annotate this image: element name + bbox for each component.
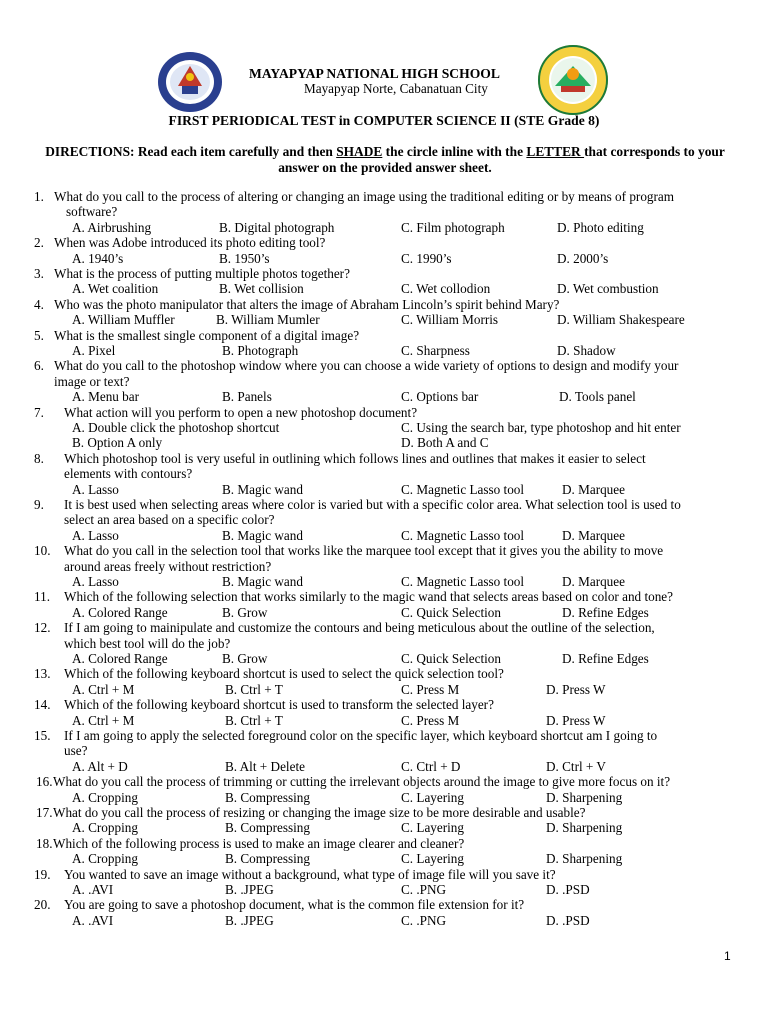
- question-text: select an area based on a specific color?: [64, 512, 275, 528]
- answer-choice: C. Layering: [401, 789, 464, 805]
- answer-choices: [0, 713, 768, 728]
- answer-choice: A. Double click the photoshop shortcut: [72, 420, 280, 435]
- answer-choices: [0, 482, 768, 497]
- question-item: [0, 497, 768, 543]
- question-item: [0, 405, 768, 451]
- directions-text-2: the circle inline with the: [382, 144, 527, 159]
- question-line: [0, 620, 768, 635]
- answer-choice: B. Option A only: [72, 435, 163, 451]
- answer-choices: [0, 759, 768, 774]
- answer-choice: A. Ctrl + M: [72, 712, 135, 728]
- question-number: 19.: [34, 866, 51, 882]
- question-number: 2.: [34, 235, 44, 251]
- question-list: [0, 189, 768, 928]
- question-number: 7.: [34, 404, 44, 420]
- answer-choice: B. Grow: [222, 604, 268, 620]
- question-line-continued: [0, 374, 768, 389]
- answer-choice: D. Tools panel: [559, 389, 636, 405]
- answer-choice: C. Magnetic Lasso tool: [401, 527, 525, 543]
- answer-choices: [0, 682, 768, 697]
- answer-choice: C. Quick Selection: [401, 651, 501, 666]
- answer-choice: D. .PSD: [546, 912, 590, 928]
- answer-choice: D. Sharpening: [546, 789, 623, 805]
- question-number: 4.: [34, 296, 44, 312]
- question-text: It is best used when selecting areas where color is varied but with a specific color area. What selection tool is used to: [64, 496, 681, 512]
- answer-choice: A. Ctrl + M: [72, 681, 135, 697]
- question-number: 18.: [36, 835, 53, 851]
- question-item: [0, 867, 768, 898]
- school-address: Mayapyap Norte, Cabanatuan City: [304, 81, 488, 96]
- question-number: 9.: [34, 496, 44, 512]
- question-number: 10.: [34, 543, 51, 559]
- answer-choice: C. 1990’s: [401, 250, 452, 266]
- answer-choices: [0, 882, 768, 897]
- question-number: 16.: [36, 774, 53, 790]
- answer-choice: C. Magnetic Lasso tool: [401, 574, 525, 589]
- question-number: 5.: [34, 327, 44, 343]
- question-line: [0, 497, 768, 512]
- answer-choice: A. .AVI: [72, 881, 114, 897]
- answer-choice: B. Grow: [222, 651, 268, 666]
- answer-choice: D. Marquee: [562, 527, 625, 543]
- answer-choice: D. Wet combustion: [557, 281, 659, 297]
- question-line: [0, 405, 768, 420]
- answer-choice: B. Panels: [222, 389, 272, 405]
- question-text: What is the process of putting multiple photos together?: [54, 266, 350, 281]
- question-line: [0, 297, 768, 312]
- question-item: [0, 666, 768, 697]
- answer-choice: D. 2000’s: [557, 250, 609, 266]
- question-text: What do you call to the photoshop window where you can choose a wide variety of options to design and modify your: [54, 358, 679, 374]
- question-item: [0, 897, 768, 928]
- answer-choice: A. Cropping: [72, 851, 138, 867]
- directions-text: DIRECTIONS: Read each item carefully and then: [45, 144, 337, 159]
- question-text: What do you call in the selection tool that works like the marquee tool except that it gives you the ability to move: [64, 543, 664, 559]
- answer-choice: C. Wet collodion: [401, 281, 491, 297]
- question-text: Which photoshop tool is very useful in outlining which follows lines and outlines that makes it easier to select: [64, 450, 646, 466]
- answer-choice: A. Menu bar: [72, 389, 140, 405]
- question-text: around areas freely without restriction?: [64, 558, 272, 574]
- answer-choice: B. Compressing: [225, 851, 310, 867]
- answer-choice: C. .PNG: [401, 881, 447, 897]
- question-text: What do you call the process of resizing or changing the image size to be more desirable and usable?: [53, 804, 586, 820]
- question-text: When was Adobe introduced its photo editing tool?: [54, 235, 326, 251]
- answer-choice: A. Colored Range: [72, 651, 168, 666]
- answer-choice: B. Magic wand: [222, 574, 303, 589]
- answer-choice: A. Lasso: [72, 527, 119, 543]
- question-line: [0, 836, 768, 851]
- question-text: Which of the following keyboard shortcut is used to select the quick selection tool?: [64, 666, 504, 682]
- answer-choice: D. .PSD: [546, 881, 590, 897]
- answer-choice: D. Marquee: [562, 574, 625, 589]
- school-name: MAYAPYAP NATIONAL HIGH SCHOOL: [249, 66, 500, 81]
- question-line-continued: [0, 636, 768, 651]
- question-item: [0, 836, 768, 867]
- answer-choices: [0, 251, 768, 266]
- answer-choice: A. Cropping: [72, 820, 138, 836]
- question-text: Which of the following keyboard shortcut is used to transform the selected layer?: [64, 697, 494, 713]
- question-line-continued: [0, 559, 768, 574]
- question-line: [0, 697, 768, 712]
- answer-choice: C. .PNG: [401, 912, 447, 928]
- answer-choice: C. William Morris: [401, 312, 499, 328]
- question-line: [0, 235, 768, 250]
- answer-choice: D. Photo editing: [557, 219, 644, 235]
- question-line: [0, 266, 768, 281]
- answer-choice: A. William Muffler: [72, 312, 175, 328]
- question-line-continued: [0, 512, 768, 527]
- answer-choice: C. Sharpness: [401, 343, 470, 358]
- answer-choices: [0, 528, 768, 543]
- answer-choice: B. 1950’s: [219, 250, 270, 266]
- question-text: image or text?: [54, 373, 130, 389]
- question-line: [0, 328, 768, 343]
- question-number: 15.: [34, 727, 51, 743]
- directions: [34, 144, 736, 176]
- question-item: [0, 266, 768, 297]
- answer-choices: [0, 820, 768, 835]
- question-line: [0, 189, 768, 204]
- answer-choice: B. Ctrl + T: [225, 681, 283, 697]
- question-text: Which of the following process is used to make an image clearer and cleaner?: [53, 835, 465, 851]
- question-number: 14.: [34, 697, 51, 713]
- answer-choice: B. William Mumler: [216, 312, 320, 328]
- question-item: [0, 543, 768, 589]
- question-number: 8.: [34, 450, 44, 466]
- question-line: [0, 774, 768, 789]
- question-text: What do you call to the process of altering or changing an image using the traditional editing or by means of program: [54, 189, 675, 204]
- question-text: You are going to save a photoshop document, what is the common file extension for it?: [64, 897, 525, 913]
- directions-text-3: that corresponds to your answer on the provided answer sheet.: [278, 144, 725, 175]
- question-item: [0, 774, 768, 805]
- question-item: [0, 328, 768, 359]
- answer-choices: [0, 605, 768, 620]
- answer-choices: [0, 574, 768, 589]
- question-line-continued: [0, 204, 768, 219]
- question-number: 17.: [36, 804, 53, 820]
- answer-choice: D. Sharpening: [546, 820, 623, 836]
- question-number: 12.: [34, 620, 51, 636]
- answer-choice: A. Airbrushing: [72, 219, 152, 235]
- question-number: 20.: [34, 897, 51, 913]
- question-line: [0, 728, 768, 743]
- question-line-continued: [0, 466, 768, 481]
- question-item: [0, 451, 768, 497]
- answer-choices: [0, 651, 768, 666]
- answer-choice: C. Press M: [401, 681, 460, 697]
- question-item: [0, 620, 768, 666]
- answer-choice: C. Press M: [401, 712, 460, 728]
- answer-choices: [0, 913, 768, 928]
- answer-choice: C. Ctrl + D: [401, 758, 461, 774]
- answer-choice: C. Quick Selection: [401, 604, 501, 620]
- question-item: [0, 235, 768, 266]
- question-item: [0, 805, 768, 836]
- answer-choice: A. Wet coalition: [72, 281, 159, 297]
- question-text: software?: [66, 204, 118, 220]
- answer-choice: A. Cropping: [72, 789, 138, 805]
- answer-choice: D. Marquee: [562, 481, 625, 497]
- answer-choices: [0, 281, 768, 296]
- question-line: [0, 589, 768, 604]
- question-line: [0, 897, 768, 912]
- question-text: which best tool will do the job?: [64, 635, 231, 651]
- answer-choice: A. .AVI: [72, 912, 114, 928]
- answer-choice: C. Using the search bar, type photoshop and hit enter: [401, 420, 681, 435]
- answer-choice: C. Layering: [401, 820, 464, 836]
- question-line-continued: [0, 743, 768, 758]
- answer-choice: B. Magic wand: [222, 481, 303, 497]
- answer-choice: C. Film photograph: [401, 219, 505, 235]
- answer-choice: D. Ctrl + V: [546, 758, 606, 774]
- answer-choice: B. Compressing: [225, 820, 310, 836]
- answer-choice: A. Colored Range: [72, 604, 168, 620]
- answer-choice: D. Press W: [546, 712, 606, 728]
- answer-choice: A. Alt + D: [72, 758, 128, 774]
- question-text: What is the smallest single component of a digital image?: [54, 327, 360, 343]
- question-number: 1.: [34, 189, 44, 204]
- question-line: [0, 867, 768, 882]
- question-item: [0, 697, 768, 728]
- deped-seal-logo: [156, 50, 224, 114]
- question-text: elements with contours?: [64, 466, 193, 482]
- answer-choices: [0, 343, 768, 358]
- question-text: Who was the photo manipulator that alters the image of Abraham Lincoln’s spirit behind Mary?: [54, 296, 560, 312]
- answer-choice: A. 1940’s: [72, 250, 124, 266]
- question-line: [0, 543, 768, 558]
- question-number: 11.: [34, 589, 50, 605]
- directions-letter: LETTER: [526, 144, 585, 159]
- question-number: 3.: [34, 266, 44, 281]
- answer-choice: D. Sharpening: [546, 851, 623, 867]
- answer-choice: B. Digital photograph: [219, 219, 335, 235]
- answer-choice: D. Refine Edges: [562, 651, 649, 666]
- answer-choices: [0, 220, 768, 235]
- answer-choices: [0, 851, 768, 866]
- answer-choices: [0, 420, 768, 435]
- answer-choice: B. Magic wand: [222, 527, 303, 543]
- answer-choice: D. Shadow: [557, 343, 616, 358]
- answer-choice: B. .JPEG: [225, 912, 274, 928]
- document-header: [0, 0, 768, 104]
- question-item: [0, 297, 768, 328]
- test-title: FIRST PERIODICAL TEST in COMPUTER SCIENCE II (STE Grade 8): [168, 113, 600, 128]
- answer-choice: B. Wet collision: [219, 281, 304, 297]
- answer-choice: A. Lasso: [72, 574, 119, 589]
- answer-choice: D. William Shakespeare: [557, 312, 685, 328]
- question-item: [0, 728, 768, 774]
- answer-choice: C. Options bar: [401, 389, 479, 405]
- answer-choice: D. Both A and C: [401, 435, 489, 451]
- answer-choices: [0, 312, 768, 327]
- page-number: 1: [724, 949, 731, 963]
- question-number: 13.: [34, 666, 51, 682]
- question-text: What action will you perform to open a new photoshop document?: [64, 404, 418, 420]
- answer-choices: [0, 790, 768, 805]
- question-text: use?: [64, 743, 88, 759]
- question-line: [0, 358, 768, 373]
- answer-choice: B. Ctrl + T: [225, 712, 283, 728]
- answer-choice: D. Refine Edges: [562, 604, 649, 620]
- answer-choice: A. Pixel: [72, 343, 116, 358]
- question-line: [0, 666, 768, 681]
- answer-choice: B. Compressing: [225, 789, 310, 805]
- question-item: [0, 358, 768, 404]
- directions-shade: SHADE: [336, 144, 383, 159]
- question-text: You wanted to save an image without a background, what type of image file will you save it?: [64, 866, 556, 882]
- question-number: 6.: [34, 358, 44, 374]
- question-text: If I am going to mainipulate and customize the contours and being meticulous about the outline of the selection,: [64, 620, 655, 636]
- answer-choice: B. .JPEG: [225, 881, 274, 897]
- answer-choice: C. Layering: [401, 851, 464, 867]
- question-line: [0, 805, 768, 820]
- question-item: [0, 189, 768, 235]
- question-item: [0, 589, 768, 620]
- answer-choice: A. Lasso: [72, 481, 119, 497]
- school-seal-logo: [537, 44, 609, 116]
- answer-choice: B. Photograph: [222, 343, 299, 358]
- answer-choices: [0, 435, 768, 450]
- question-text: If I am going to apply the selected foreground color on the specific layer, which keyboard shortcut am I going to: [64, 727, 658, 743]
- answer-choice: D. Press W: [546, 681, 606, 697]
- answer-choice: C. Magnetic Lasso tool: [401, 481, 525, 497]
- question-text: Which of the following selection that works similarly to the magic wand that selects areas based on color and tone?: [64, 589, 674, 605]
- answer-choices: [0, 389, 768, 404]
- answer-choice: B. Alt + Delete: [225, 758, 305, 774]
- question-text: What do you call the process of trimming or cutting the irrelevant objects around the image to give more focus on it?: [53, 774, 671, 790]
- question-line: [0, 451, 768, 466]
